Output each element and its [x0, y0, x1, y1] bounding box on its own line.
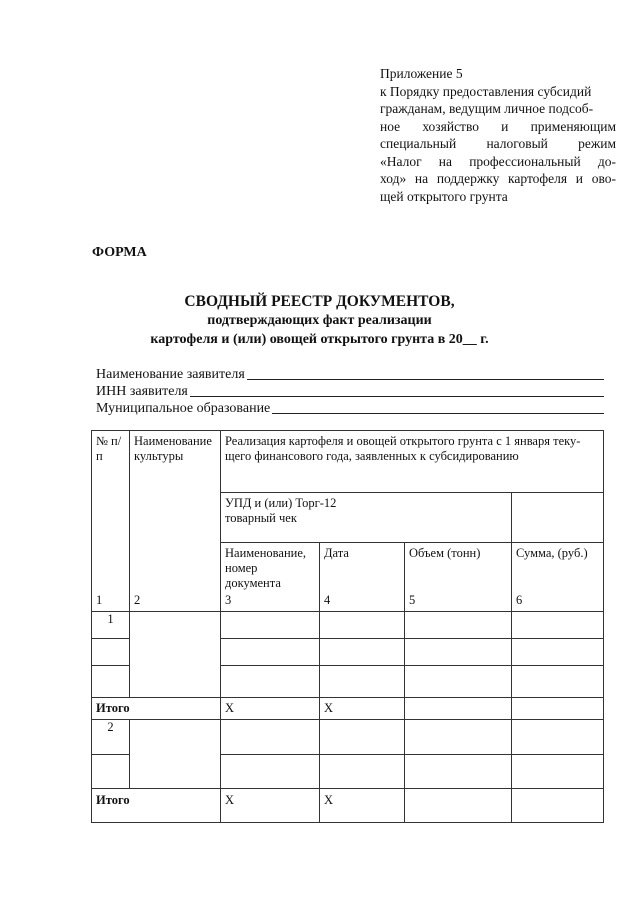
data-cell[interactable]: [92, 666, 130, 698]
appendix-text-line: к Порядку предоставления субсидий: [380, 83, 592, 99]
appendix-text-line: щей открытого грунта: [380, 188, 508, 204]
x-mark: Х: [324, 701, 334, 715]
header-volume-label: Объем (тонн): [409, 546, 481, 560]
x-cell: [320, 789, 405, 823]
form-label: ФОРМА: [92, 245, 147, 260]
document-title: СВОДНЫЙ РЕЕСТР ДОКУМЕНТОВ,: [184, 293, 455, 310]
column-number: 1: [96, 593, 103, 607]
header-num-label: № п/п: [96, 434, 122, 463]
appendix-text-line: ное хозяйство и применяющим: [380, 118, 616, 134]
applicant-inn-field[interactable]: [96, 382, 604, 400]
column-number: 4: [324, 593, 331, 607]
data-cell[interactable]: [405, 720, 512, 755]
total-row: [92, 698, 604, 720]
appendix-text-line: ход» на поддержку картофеля и ово-: [380, 171, 616, 186]
header-sales-cell: [221, 431, 604, 493]
data-cell[interactable]: [512, 720, 604, 755]
municipality-label: Муниципальное образование: [96, 401, 271, 416]
data-cell[interactable]: [320, 720, 405, 755]
document-subtitle: подтверждающих факт реализации: [207, 313, 432, 328]
crop-cell[interactable]: [130, 720, 221, 789]
x-cell: [221, 789, 320, 823]
header-empty-cell: [512, 493, 604, 543]
appendix-title: Приложение 5: [380, 66, 463, 81]
data-cell[interactable]: [221, 612, 320, 639]
applicant-inn-line[interactable]: [190, 396, 604, 397]
x-cell: [320, 698, 405, 720]
data-cell[interactable]: [405, 755, 512, 789]
group-number-cell: [92, 720, 130, 755]
data-cell[interactable]: [512, 612, 604, 639]
total-label: Итого: [96, 701, 130, 715]
x-cell: [221, 698, 320, 720]
appendix-text-line: гражданам, ведущим личное подсоб-: [380, 101, 594, 116]
column-number: 2: [134, 593, 141, 607]
data-cell[interactable]: [221, 639, 320, 666]
header-date-cell: [320, 543, 405, 612]
header-doc-cell: [221, 543, 320, 612]
total-label-cell: [92, 698, 221, 720]
total-label-cell: [92, 789, 221, 823]
applicant-inn-label: ИНН заявителя: [96, 384, 188, 399]
header-doc-label: Наименование, номер документа: [225, 546, 306, 590]
data-cell[interactable]: [512, 755, 604, 789]
applicant-name-label: Наименование заявителя: [96, 367, 245, 382]
data-cell[interactable]: [405, 612, 512, 639]
x-mark: Х: [324, 793, 334, 807]
header-num-cell: [92, 431, 130, 612]
municipality-line[interactable]: [272, 413, 604, 414]
group-number: 1: [107, 612, 114, 626]
data-cell[interactable]: [512, 698, 604, 720]
data-cell[interactable]: [512, 639, 604, 666]
header-crop-label: Наименование культуры: [134, 434, 212, 463]
x-mark: Х: [225, 793, 235, 807]
total-row: [92, 789, 604, 823]
applicant-name-field[interactable]: [96, 365, 604, 383]
data-cell[interactable]: [405, 789, 512, 823]
header-sum-cell: [512, 543, 604, 612]
data-cell[interactable]: [221, 755, 320, 789]
municipality-field[interactable]: [96, 399, 604, 417]
doc-type-line: товарный чек: [225, 511, 297, 525]
header-date-label: Дата: [324, 546, 349, 560]
data-cell[interactable]: [405, 666, 512, 698]
column-number: 5: [409, 593, 416, 607]
crop-cell[interactable]: [130, 612, 221, 698]
group-number-cell: [92, 612, 130, 639]
applicant-name-line[interactable]: [247, 379, 604, 380]
data-cell[interactable]: [221, 720, 320, 755]
total-label: Итого: [96, 793, 130, 807]
data-cell[interactable]: [320, 666, 405, 698]
document-subtitle: картофеля и (или) овощей открытого грунта в 20__ г.: [150, 332, 489, 347]
group-number: 2: [107, 720, 114, 734]
data-cell[interactable]: [512, 789, 604, 823]
data-cell[interactable]: [92, 755, 130, 789]
x-mark: Х: [225, 701, 235, 715]
header-sales-label: Реализация картофеля и овощей открытого грунта с 1 января теку-щего финансового года, заявленных к субсидированию: [225, 434, 581, 463]
table-row: [92, 720, 604, 755]
data-cell[interactable]: [92, 639, 130, 666]
appendix-text-line: специальный налоговый режим: [380, 136, 616, 151]
data-cell[interactable]: [320, 755, 405, 789]
header-sum-label: Сумма, (руб.): [516, 546, 588, 560]
appendix-text-line: «Налог на профессиональный до-: [380, 153, 616, 169]
column-number: 3: [225, 593, 232, 607]
header-crop-cell: [130, 431, 221, 612]
doc-type-line: УПД и (или) Торг-12: [225, 496, 337, 510]
data-cell[interactable]: [405, 639, 512, 666]
data-cell[interactable]: [512, 666, 604, 698]
table-row: [92, 612, 604, 639]
data-cell[interactable]: [221, 666, 320, 698]
appendix-header: [380, 65, 616, 205]
column-number: 6: [516, 593, 523, 607]
header-volume-cell: [405, 543, 512, 612]
data-cell[interactable]: [320, 612, 405, 639]
registry-table: [91, 430, 604, 823]
data-cell[interactable]: [320, 639, 405, 666]
data-cell[interactable]: [405, 698, 512, 720]
header-doc-type-cell: [221, 493, 512, 543]
